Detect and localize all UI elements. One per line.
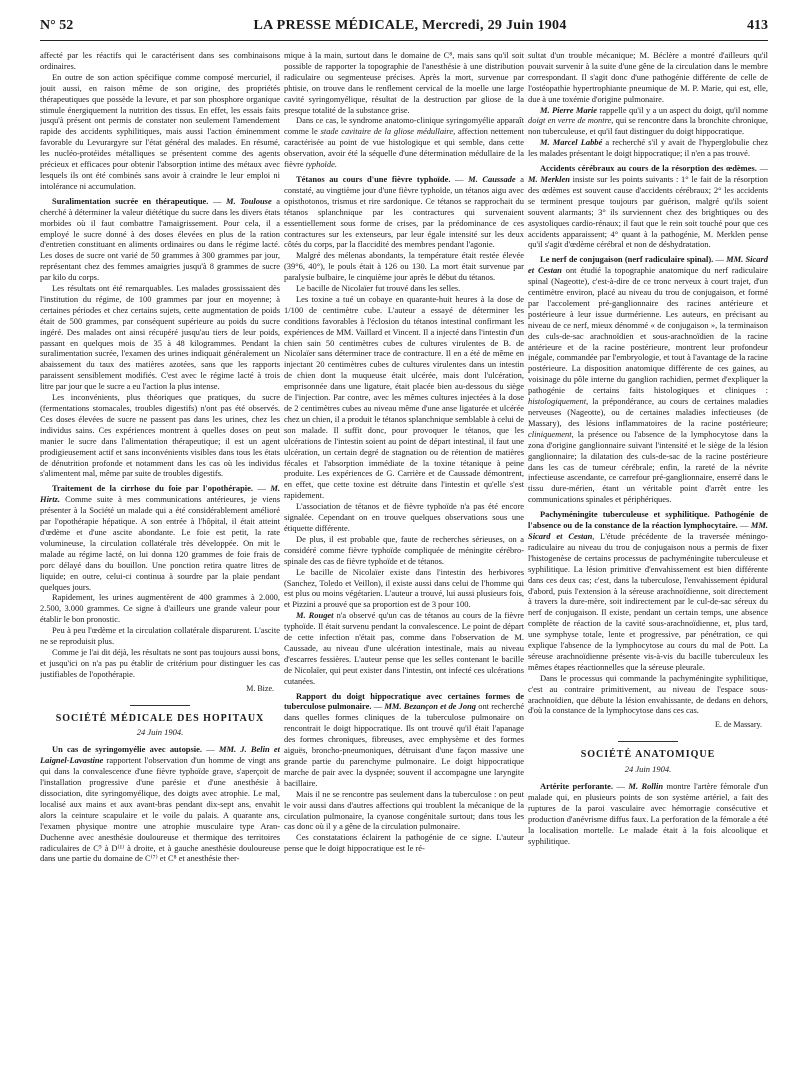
paragraph: Les inconvénients, plus théoriques que pratiques, du sucre (fermentations stomacales, troubles digestifs) n'ont pas été observés. Ces doses élevées de sucre ne passent pas dans les urines, chez les individus sains. Ces expériences montrent à quelles doses on peut manier le sucre dans l'alimentation thérapeutique; il est un agent prodigieusement actif et sans inconvénients visibles dans tous les états de dénutrition profonde et notamment dans les cas où les individus s'alimentent mal, même par suite de troubles digestifs. — [40, 392, 280, 479]
article-nerf-conjugaison: Le nerf de conjugaison (nerf radiculaire spinal). — MM. Sicard et Cestan ont étudié la topographie anatomique du nerf radiculaire spinal (Nageotte), c'est-à-dire de ce tronc nerveux à court trajet, d'un centimètre environ, placé au niveau du trou de conjugaison, et formé par l'accolement pré-ganglionnaire des racines antérieure et postérieure à leur issue durmérienne. Les auteurs, en précisant au niveau de ce nerf, mieux dénommé « de conjugaison », la terminaison des culs-de-sac arachnoïdien et sous-arachnoïdien de la racine antérieure et de la racine postérieure, montrent leur profondeur inégale, commandée par l'embryologie, et tout à l'avantage de la racine postérieure. La disposition anatomique différente de ces gaines, au voisinage du pôle interne du ganglion rachidien, permet d'expliquer la pathogénie de certains faits histologiques et cliniques : histologiquement, la prépondérance, au cours de certaines maladies nerveuses (Nageotte), ou de certaines maladies infectieuses (de Massary), des lésions inflammatoires de la racine postérieure; cliniquement, la présence ou l'absence de la lymphocytose dans la zona d'origine ganglionnaire suivant l'intensité et le siège de la lésion ganglionnaire; la dilatation des culs-de-sac de la racine postérieure dans les cas de tumeur cérébrale; enfin, la rareté de la névrite infectieuse ascendante, ce carrefour pré-ganglionnaire, enserré dans le tissu dure-mérien, étant un véritable point d'arrêt entre les communications spinales et périphériques. — [528, 254, 768, 505]
header-rule — [40, 40, 768, 41]
section-title: SOCIÉTÉ MÉDICALE DES HOPITAUX — [55, 712, 265, 724]
paragraph: mique à la main, surtout dans le domaine de C⁸, mais sans qu'il soit possible de rapporter la topographie de l'anesthésie à une distribution radiculaire ou segmenteuse précises. Après la mort, survenue par phtisie, on trouve dans le renflement cervical de la moelle une large cavité syringomyélique, résultat de la destruction par gliose de la presque totalité de la substance grise. — [284, 50, 524, 115]
article-heading: Tétanos au cours d'une fièvre typhoïde. — [296, 173, 451, 184]
author: M. Marcel Labbé — [540, 137, 603, 148]
paragraph: Malgré des mélenas abondants, la température était restée élevée (39°6, 40°), le pouls était à 126 ou 130. La mort était survenue par paralysie bulbaire, le cinquième jour après le début du tétanos. — [284, 250, 524, 283]
article-doigt-hippocratique: Rapport du doigt hippocratique avec certaines formes de tuberculose pulmonaire. — MM. Bezançon et de Jong ont recherché dans quelles formes cliniques de la tuberculose pulmonaire on rencontrait le doigt hippocratique. Ils ont trouvé qu'il était l'apanage des formes chroniques, fibreuses, avec emphysème et des formes aiguës, broncho-pneumoniques, détruisant d'une façon massive une grande partie du parenchyme pulmonaire. Le doigt hippocratique marche de pair avec la dyspnée; souvent il accompagne une laryngite bacillaire. — [284, 690, 524, 788]
paragraph: affecté par les réactifs qui le caractérisent dans ses combinaisons ordinaires. — [40, 50, 280, 71]
paragraph: Les toxine a tué un cobaye en quarante-huit heures à la dose de 1/100 de centimètre cube. L'auteur a essayé de déterminer les conditions favorables à l'éclosion du tétanos intestinal confirmant les expériences de MM. Vaillard et Vincent. Il a injecté dans l'intestin d'un chien sain 50 centimètres cubes de cultures virulentes de B. de Nicolaïer sans déterminer trace de contracture. Il en a été de même en injectant 20 centimètres cubes de cultures virulentes dans un intestin de chien dont la muqueuse était ulcérée, mais dont l'ulcération, emprisonnée dans une ligature, était placée bien au-dessous du siège de l'injection. Par contre, avec les mêmes cultures injectées à la dose de 2 centimètres cubes au niveau même d'une anse ligaturée et ulcérée chez un chien, il a produit le tétanos splanchnique semblable à celui de son malade. Il suffit donc, pour provoquer le tétanos, que les ulcérations de l'intestin soient au point de départ intestinal, il faut une ulcération, un certain degré de stagnation ou de rétention de matières fécales et l'absorption immédiate de la toxine tétanique à peine produite. Les expériences de G. Carrière et de Caussade démontrent, en effet, que cette toxine est détruite dans l'intestin et qu'elle s'est rapidement. — [284, 293, 524, 501]
paragraph: Ces constatations éclairent la pathogénie de ce signe. L'auteur pense que le doigt hippocratique est le ré- — [284, 832, 524, 854]
author: M. Caussade — [468, 173, 516, 184]
author: M. Merklen — [528, 173, 570, 184]
paragraph: Dans le processus qui commande la pachyméningite syphilitique, c'est au contraire primitivement, au niveau de l'espace sous-arachnoïdien, que débute la lésion envahissante, de dedans en dehors, d'où la constance de la lymphocytose dans ces cas. — [528, 672, 768, 716]
article-suralimentation: Suralimentation sucrée en thérapeutique. — M. Toulouse a cherché à déterminer la valeur diététique du sucre dans les divers états morbides où il faut combattre l'amaigrissement. Pour cela, il a employé le sucre donné à des doses élevées en plus de la ration d'entretien constituant en aliments ordinaires ou dans le régime lacté. Les doses de sucre ont varié de 50 grammes à 300 grammes par jour, représentant chez des femmes amaigries jusqu'à 8 grammes de sucre par kilo du corps. — [40, 195, 280, 283]
issue-number: N° 52 — [40, 18, 74, 33]
article-heading: Le nerf de conjugaison (nerf radiculaire spinal). — [540, 254, 714, 265]
article-arterite: Artérite perforante. — M. Rollin montre l'artère fémorale d'un malade qui, en plusieurs points de son système artériel, a fait des ruptures de la paroi vasculaire avec hémorragie consécutive et production d'anévrisme diffus faux. La perforation de la fémorale a été la localisation mortelle. Le malade était à la fois alcoolique et syphilitique. — [528, 781, 768, 846]
author: MM. Sicard et Cestan — [528, 520, 768, 541]
section-divider — [130, 705, 190, 706]
author: M. Hirtz. — [40, 483, 280, 505]
article-heading: Traitement de la cirrhose du foie par l'opothérapie. — [52, 483, 253, 494]
paragraph: Le bacille de Nicolaïer fut trouvé dans les selles. — [296, 283, 461, 294]
paragraph: Les résultats ont été remarquables. Les malades grossissaient dès l'institution du régime, de 100 grammes par jour en moyenne; à certaines périodes et chez certains sujets, cette augmentation de poids était de 500 grammes, par conséquent supérieure au poids du sucre ingéré. Des malades ont ainsi récupéré jusqu'au tiers de leur poids, passant en quelques mois de 35 à 48 kilogrammes. Pendant la suralimentation sucrée, l'examen des urines indiquait généralement un abaissement du taux des matières azotées, sans que les rapports paraissent sensiblement modifiés. C'est avec le régime lacté à trois litre par jour que le sucre a eu l'action la plus intense. — [40, 283, 280, 392]
article-syringomyelie: Un cas de syringomyélie avec autopsie. — MM. J. Belin et Laignel-Lavastine rapportent l'observation d'un homme de vingt ans qui dans la convalescence d'une fièvre typhoïde grave, s'aperçoit de l'installation progressive d'une parésie et d'une anesthésie à dissociation, dite syringomyélique, des doigts avec atrophie. Le mal, localisé aux mains et aux avant-bras pendant dix-sept ans, envahit alors la ceinture scapulaire et le voile du palais. A quarante ans, l'examen physique montre une atrophie musculaire type Aran-Duchenne avec anesthésie douloureuse et thermique des territoires radiculaires de C⁵ à D⁽¹⁾ à droite, et à gauche anesthésie douloureuse dans une partie du domaine de C⁽⁷⁾ et C⁸ et anesthésie ther- — [40, 744, 280, 864]
author: M. Toulouse — [225, 195, 272, 206]
paragraph: Peu à peu l'œdème et la circulation collatérale disparurent. L'ascite ne se reproduisit plus. — [40, 625, 280, 647]
paragraph: Dans ce cas, le syndrome anatomo-clinique syringomyélie apparaît comme le stade cavitaire de la gliose médullaire, affection nettement caractérisée au point de vue histologique et qui semble, dans cette observation, avoir été la séquelle d'une détermination médullaire de la fièvre typhoïde. — [284, 115, 524, 170]
paragraph: M. Pierre Marie rappelle qu'il y a un aspect du doigt, qu'il nomme doigt en verre de montre, qui se rencontre dans la bronchite chronique, non tuberculeuse, et qu'il faut distinguer du doigt hippocratique. — [528, 104, 768, 137]
article-heading: Suralimentation sucrée en thérapeutique. — [52, 195, 209, 206]
journal-title: LA PRESSE MÉDICALE, Mercredi, 29 Juin 1904 — [253, 18, 567, 33]
paragraph: De plus, il est probable que, faute de recherches sérieuses, on a considéré comme fièvre typhoïde compliquée de méningite cérébro-spinale des cas de fièvre typhoïde et de tétanos. — [284, 533, 524, 566]
section-divider — [618, 741, 678, 742]
article-pachymeningite: Pachyméningite tuberculeuse et syphilitique. Pathogénie de l'absence ou de la constance de la réaction lymphocytaire. — MM. Sicard et Cestan, L'étude précédente de la traversée méningo-radiculaire au niveau du trou de conjugaison nous a permis de fixer l'histogenèse de certains processus de pachyméningite tuberculeuse et syphilitique. La lésion primitive d'envahissement est bien différente dans ces deux cas; c'est, dans la tuberculose, l'envahissement épidural d'abord, puis l'extension à la séreuse arachnoïdienne, soit directement à travers la dure-mère, soit indirectement par le cul-de-sac séreux du nerf de conjugaison. Il existe, pendant un certain temps, une absence complète de réaction de la cavité sous-arachnoïdienne, et, plus tard, une symphyse totale, lente et progressive, par pénétration, ce qui explique l'absence de la lymphocytose au cours du mal de Pott. La séreuse arachnoïdienne présente vis-à-vis du bacille tuberculeux les mêmes étapes réactionnelles que la séreuse pleurale. — [528, 509, 768, 672]
article-heading: Accidents cérébraux au cours de la résorption des œdèmes. — [540, 163, 757, 174]
author: M. Pierre Marie — [540, 104, 598, 115]
page-number: 413 — [746, 18, 768, 33]
article-tetanos: Tétanos au cours d'une fièvre typhoïde. — M. Caussade a constaté, au vingtième jour d'une fièvre typhoïde, un tétanos aigu avec opisthotonos, trismus et rire sardonique. Ce tétanos se rapprochait du tétanos splanchnique par les contractures qui survenaient essentiellement sous forme de crises, par la prédominance de ces contractures sur les extenseurs, par leur égale intensité sur les deux côtés du corps, par la flaccidité des membres pendant l'agonie. — [284, 173, 524, 250]
article-heading: Artérite perforante. — [540, 781, 614, 792]
paragraph: sultat d'un trouble mécanique; M. Béclère a montré d'ailleurs qu'il pouvait survenir à la suite d'une gêne de la circulation dans le membre correspondant. Il s'agit donc d'une pathogénie différente de celle de l'ostéopathie hypertrophiante pneumique de M. P. Marie, qui est, elle, due à une toxémie d'origine pulmonaire. — [528, 50, 768, 104]
paragraph: L'association de tétanos et de fièvre typhoïde n'a pas été encore signalée. Cependant on en trouve quelques observations sous une étiquette différente. — [284, 501, 524, 533]
article-heading: Un cas de syringomyélie avec autopsie. — [52, 744, 202, 755]
author: MM. J. Belin et Laignel-Lavastine — [40, 744, 280, 766]
section-date: 24 Juin 1904. — [624, 764, 672, 775]
author: MM. Bezançon et de Jong — [384, 701, 476, 712]
author: MM. Sicard et Cestan — [528, 254, 768, 276]
column-2 — [284, 50, 524, 1070]
paragraph: En outre de son action spécifique comme composé mercuriel, il jouit aussi, en raison même de son origine, des propriétés thérapeutiques que possède la levure, et par son phosphore organique stimule énergiquement la nutrition des tissus. En effet, les essais faits jusqu'à présent ont permis de constater non seulement l'amendement rapide des accidents syphilitiques, mais aussi l'action éminemment favorable du Levurargyre sur l'état général des malades. En résumé, les nucléo-protéides métalliques se présentent comme des agents précieux et efficaces pour obtenir l'absorption intime des métaux avec lesquels ils ont été combinés sans avoir à craindre le leur emploi ni intolérance ni accumulation. — [40, 71, 280, 191]
article-heading: Pachyméningite tuberculeuse et syphilitique. Pathogénie de l'absence ou de la constance de la réaction lymphocytaire. — [528, 509, 768, 531]
paragraph: Rapidement, les urines augmentèrent de 400 grammes à 2.000, 2.500, 3.000 grammes. Ce signe à d'ailleurs une grande valeur pour établir le bon pronostic. — [40, 592, 280, 625]
paragraph: Le bacille de Nicolaïer existe dans l'intestin des herbivores (Sanchez, Toledo et Veillon), il existe aussi dans celui de l'homme qui est plus ou moins végétarien. L'auteur a trouvé, lui aussi plusieurs fois, et Pizzini a prouvé que sa proportion est de 3 pour 100. — [284, 566, 524, 610]
article-accidents-cerebraux: Accidents cérébraux au cours de la résorption des œdèmes. — M. Merklen insiste sur les points suivants : 1° le fait de la résorption des œdèmes est souvent cause d'accidents cérébraux; 2° les accidents se terminent presque toujours par guérison, malgré qu'ils soient souvent alarmants; 3° ils surviennent chez des brightiques ou des asystoliques cardio-rénaux; il faut que le rein soit touché pour que ces accidents apparaissent; 4° quant à la pathogénie, M. Merklen pense qu'il s'agit d'œdème cérébral et non de déshydratation. — [528, 163, 768, 250]
signature: E. de Massary. — [714, 720, 762, 730]
paragraph: M. Rouget n'a observé qu'un cas de tétanos au cours de la fièvre typhoïde. Il était survenu pendant la convalescence. Le point de départ de cette infection n'était pas, comme dans l'observation de M. Caussade, au niveau d'une ulcération intestinale, mais au niveau d'escarres fessières. L'auteur pense que les selles contenant le bacille de Nicolaïer, qui peut exister dans l'intestin, ont infecté ces ulcérations cutanées. — [284, 610, 524, 686]
signature: M. Bize. — [246, 683, 274, 693]
column-1 — [40, 50, 280, 1070]
article-heading: Rapport du doigt hippocratique avec certaines formes de tuberculose pulmonaire. — [284, 690, 524, 712]
paragraph: Comme je l'ai dit déjà, les résultats ne sont pas toujours aussi bons, et jusqu'ici on n'a pas pu établir de critérium pour distinguer les cas justifiables de l'opothérapie. — [40, 646, 280, 679]
column-3 — [528, 50, 768, 1070]
paragraph: Mais il ne se rencontre pas seulement dans la tuberculose : on peut le voir aussi dans d'autres affections qui troublent la mécanique de la circulation pulmonaire, la cyanose congénitale surtout; dans tous les cas donc où il y a gêne de la circulation pulmonaire. — [284, 788, 524, 832]
author: M. Rouget — [296, 610, 334, 621]
author: M. Rollin — [628, 781, 664, 792]
section-title: SOCIÉTÉ ANATOMIQUE — [580, 749, 716, 761]
article-cirrhose: Traitement de la cirrhose du foie par l'opothérapie. — M. Hirtz. Comme suite à mes communications antérieures, je viens présenter à la Société un malade qui a été considérablement amélioré par l'opothérapie hépatique. A son entrée à l'hôpital, il était atteint d'œdème et d'une ascite abondante. Le foie est petit, la rate volumineuse, la circulation collatérale très développée. On mit le malade au régime lacté, on lui donna 120 grammes de foie frais de porc délayé dans du bouillon. Une ponction retira quatre litres de liquide; en outre, celui-ci continua à sourdre par la plaie pendant quelques jours. — [40, 483, 280, 592]
section-date: 24 Juin 1904. — [136, 727, 184, 738]
page-header — [40, 18, 768, 36]
paragraph: M. Marcel Labbé a recherché s'il y avait de l'hyperglobulie chez les malades présentant le doigt hippocratique; il n'en a pas trouvé. — [528, 137, 768, 159]
